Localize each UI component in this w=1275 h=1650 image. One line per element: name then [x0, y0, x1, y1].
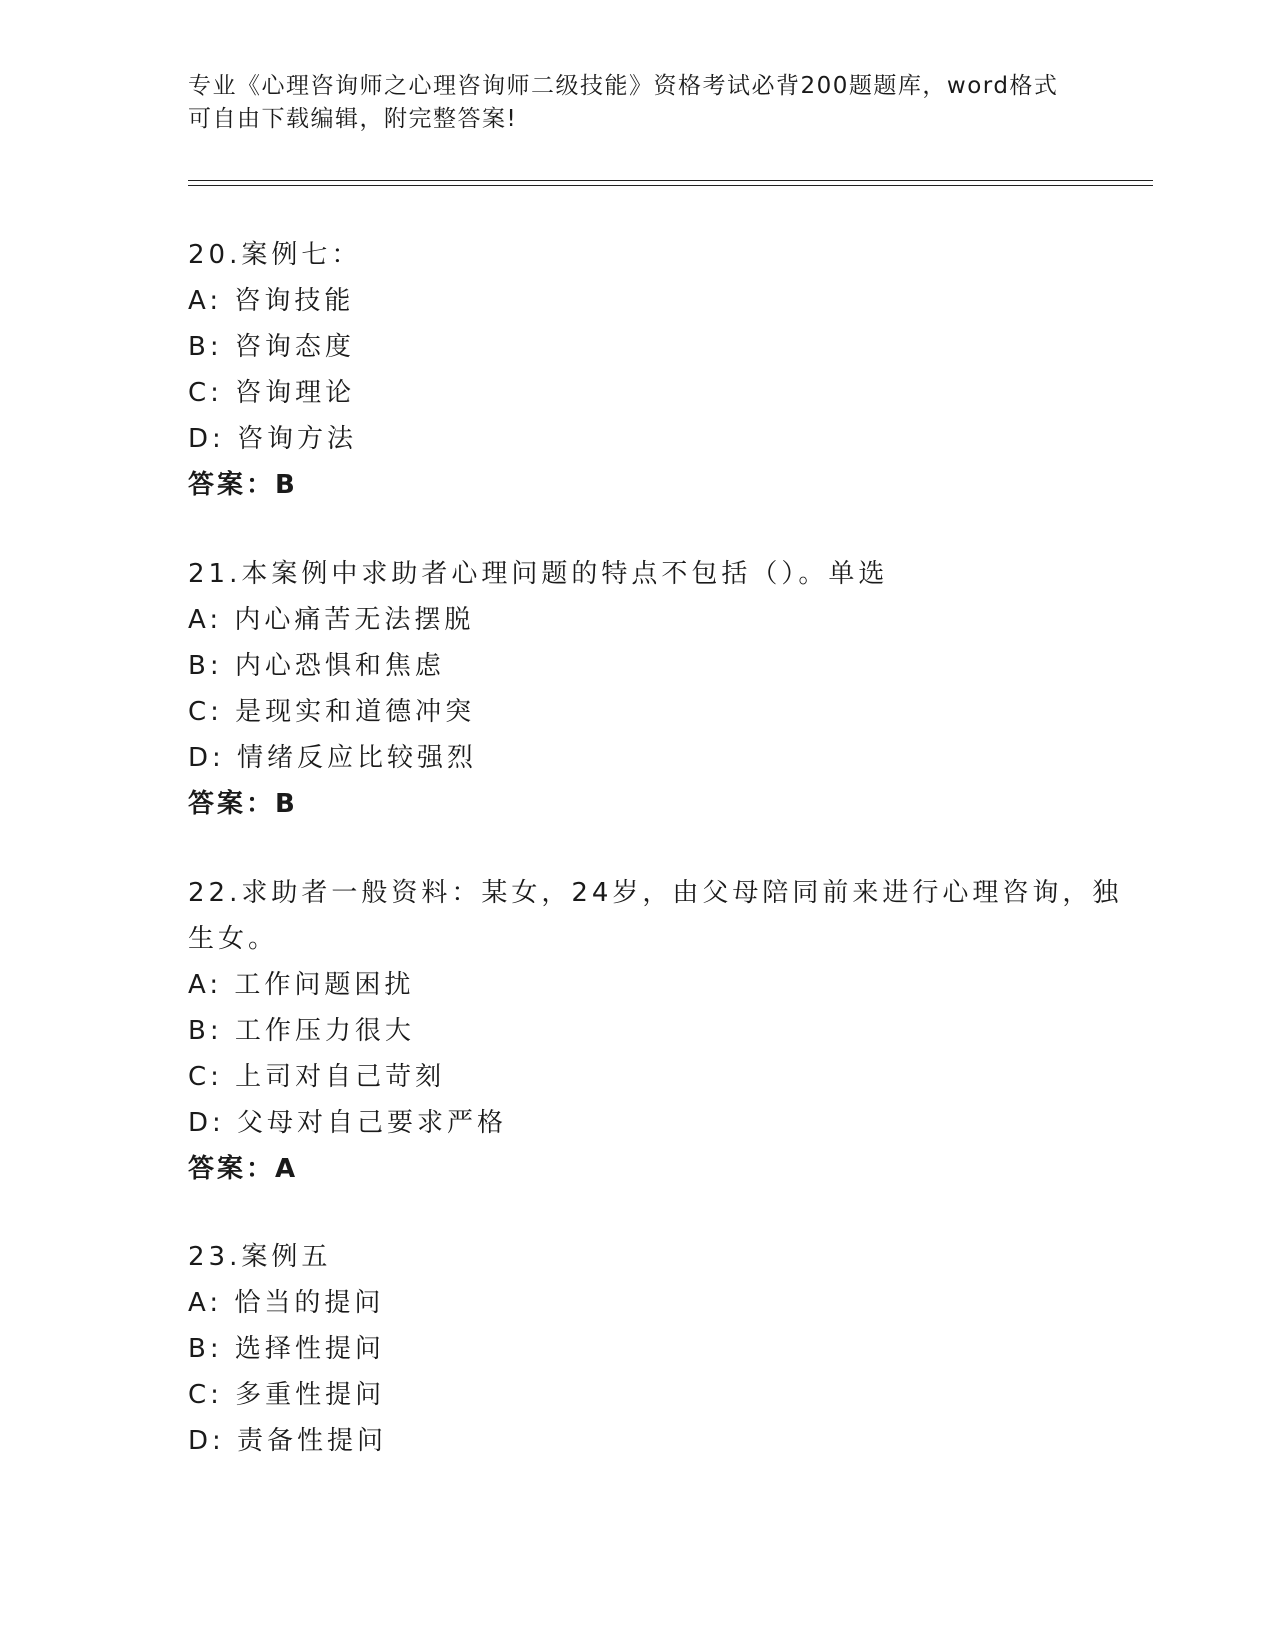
- question-stem: 21.本案例中求助者心理问题的特点不包括（）。单选: [188, 559, 889, 589]
- option-c: C: 上司对自己苛刻: [188, 1062, 446, 1092]
- option-c: C: 是现实和道德冲突: [188, 697, 476, 727]
- option-c: C: 多重性提问: [188, 1380, 386, 1410]
- option-a: A: 恰当的提问: [188, 1288, 385, 1318]
- answer: 答案：B: [188, 789, 298, 819]
- option-d: D: 咨询方法: [188, 424, 358, 454]
- option-b: B: 咨询态度: [188, 332, 355, 362]
- header-line-2: 可自由下载编辑，附完整答案!: [188, 106, 518, 132]
- header-divider-bottom: [188, 185, 1153, 186]
- option-a: A: 工作问题困扰: [188, 970, 415, 1000]
- question-stem-line-2: 生女。: [188, 924, 279, 954]
- option-b: B: 内心恐惧和焦虑: [188, 651, 445, 681]
- answer: 答案：B: [188, 470, 298, 500]
- question-22: [188, 870, 1123, 1192]
- option-a: A: 内心痛苦无法摆脱: [188, 605, 475, 635]
- document-header: [188, 70, 1088, 136]
- answer: 答案：A: [188, 1154, 299, 1184]
- option-d: D: 情绪反应比较强烈: [188, 743, 478, 773]
- header-divider-top: [188, 180, 1153, 181]
- question-20: [188, 232, 1088, 508]
- option-a: A: 咨询技能: [188, 286, 355, 316]
- option-d: D: 责备性提问: [188, 1426, 388, 1456]
- question-stem: 23.案例五: [188, 1242, 332, 1272]
- header-line-1: 专业《心理咨询师之心理咨询师二级技能》资格考试必背200题题库，word格式: [188, 73, 1059, 99]
- option-b: B: 工作压力很大: [188, 1016, 415, 1046]
- option-d: D: 父母对自己要求严格: [188, 1108, 508, 1138]
- option-c: C: 咨询理论: [188, 378, 356, 408]
- question-stem-line-1: 22.求助者一般资料：某女，24岁，由父母陪同前来进行心理咨询，独: [188, 878, 1123, 908]
- question-stem: 20.案例七：: [188, 240, 362, 270]
- question-23: [188, 1234, 1088, 1464]
- question-21: [188, 551, 1088, 827]
- option-b: B: 选择性提问: [188, 1334, 385, 1364]
